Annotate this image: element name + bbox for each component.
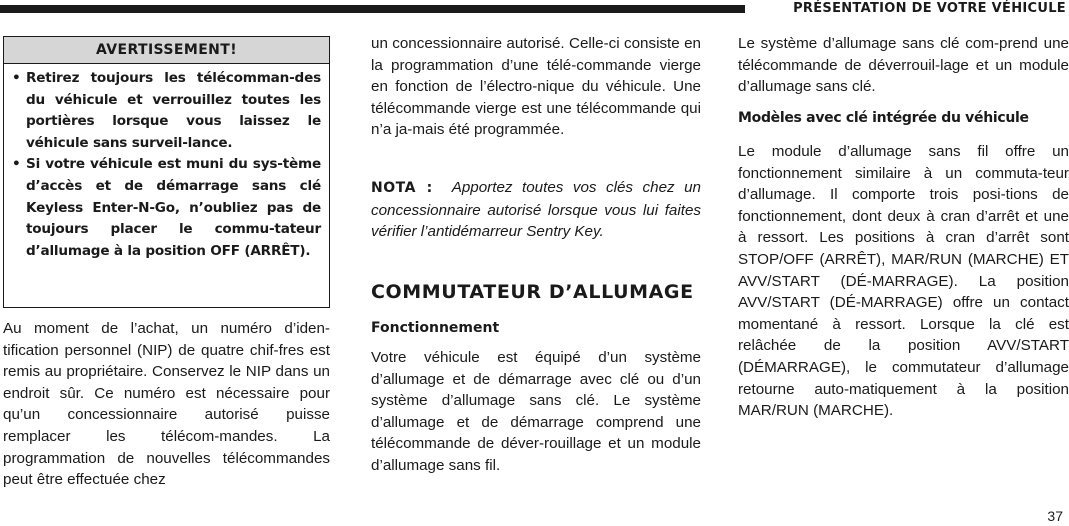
- note-block: [371, 177, 701, 243]
- warning-box: [3, 36, 330, 308]
- note-paragraph: [371, 177, 701, 243]
- warning-item-text: Retirez toujours les télécomman-des du véhicule et verrouillez toutes les portières lorsque vous laissez le véhicule sans surveil-lance.: [26, 70, 321, 151]
- subheading-fonctionnement: Fonctionnement: [371, 320, 500, 336]
- paragraph-systeme: Votre véhicule est équipé d’un système d’allumage et de démarrage avec clé ou d’un système d’allumage sans clé. Le système d’allumage et de démarrage comprend une télécommande de déver-rouillage et un module d’allumage sans fil.: [371, 349, 701, 474]
- section-title: COMMUTATEUR D’ALLUMAGE: [371, 281, 694, 303]
- paragraph-concessionnaire: un concessionnaire autorisé. Celle-ci consiste en la programmation d’une télé-commande vierge en fonction de l’électro-nique du véhicule. Une télécommande vierge est une télécommande qui n’a ja-mais été programmée.: [371, 35, 701, 139]
- column3-paragraph2: [738, 141, 1069, 422]
- paragraph-nip: Au moment de l’achat, un numéro d’iden-tification personnel (NIP) de quatre chif-fres est remis au propriétaire. Conservez le NIP dans un endroit sûr. Ce numéro est nécessaire pour qu’un concessionnaire autorisé puisse remplacer les télécom-mandes. La programmation de nouvelles télécommandes peut être effectuée chez: [3, 320, 330, 489]
- warning-heading: AVERTISSEMENT!: [4, 37, 329, 64]
- header-title: PRÉSENTATION DE VOTRE VÉHICULE: [785, 0, 1066, 18]
- column3-paragraph1: [738, 33, 1069, 98]
- note-text: Apportez toutes vos clés chez un concessionnaire autorisé lorsque vous lui faites vérifier l’antidémarreur Sentry Key.: [371, 179, 702, 241]
- bullet-icon: •: [12, 156, 21, 173]
- column2-paragraph2: [371, 347, 701, 477]
- column2-paragraph1: [371, 33, 701, 141]
- header-rule: [0, 5, 745, 13]
- column1-paragraph: [3, 318, 330, 491]
- paragraph-sans-cle: Le système d’allumage sans clé com-prend une télécommande de déverrouil-lage et un module d’allumage sans clé.: [738, 35, 1069, 96]
- warning-item: [12, 154, 321, 262]
- bullet-icon: •: [12, 70, 21, 86]
- page-number: 37: [1047, 508, 1063, 524]
- paragraph-module: Le module d’allumage sans fil offre un fonctionnement similaire à un commuta-teur d’allumage. Il comporte trois posi-tions de fonctionnement, dont deux à cran d’arrêt et une à ressort. Les positions à cran d’arrêt sont STOP/OFF (ARRÊT), MAR/RUN (MARCHE) ET AVV/START (DÉ-MARRAGE). La position AVV/START (DÉ-MARRAGE) offre un contact momentané à ressort. Lorsque la clé est relâchée de la position AVV/START (DÉMARRAGE), le commutateur d’allumage retourne auto-matiquement à la position MAR/RUN (MARCHE).: [738, 143, 1069, 420]
- subheading-modeles: Modèles avec clé intégrée du véhicule: [738, 110, 1029, 126]
- running-header: [0, 0, 1069, 18]
- warning-item-text: Si votre véhicule est muni du sys-tème d’accès et de démarrage sans clé Keyless Enter-N-Go, n’oubliez pas de toujours placer le commu-tateur d’allumage à la position OFF (ARRÊT).: [26, 156, 321, 259]
- warning-list: [4, 64, 329, 262]
- warning-item: [12, 68, 321, 154]
- note-label: NOTA :: [371, 180, 433, 196]
